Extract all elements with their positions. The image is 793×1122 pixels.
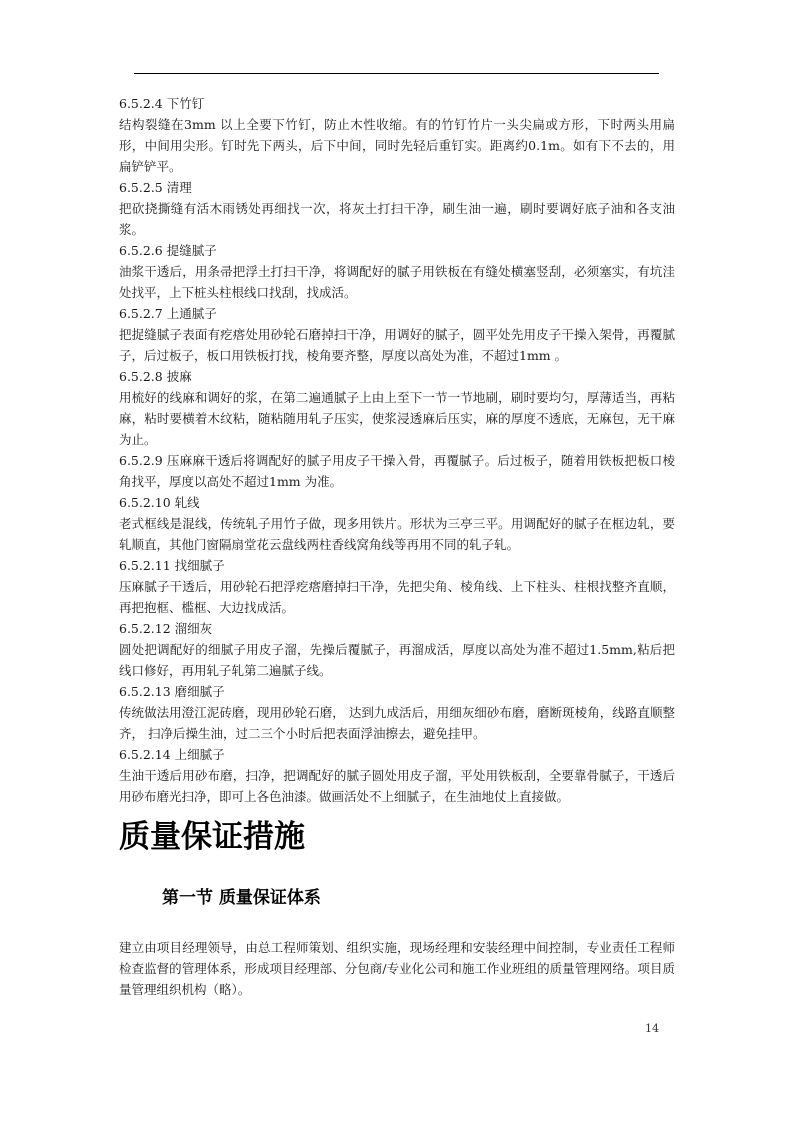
section-body-6-5-2-4: 结构裂缝在3mm 以上全要下竹钉，防止木性收缩。有的竹钉竹片一头尖扁或方形，下时两头用扁形，中间用尖形。钉时先下两头，后下中间，同时先轻后重钉实。距离约0.1m。如有下不去的，用扁铲铲平。 (119, 117, 675, 174)
section-body-6-5-2-5: 把砍挠撕缝有活木雨锈处再细找一次，将灰土打扫干净，刷生油一遍，刷时要调好底子油和各支油浆。 (119, 201, 675, 237)
section-body-6-5-2-7: 把捉缝腻子表面有疙瘩处用砂轮石磨掉扫干净，用调好的腻子，圆平处先用皮子干操入架骨，再覆腻子，后过板子，板口用铁板打找，棱角要齐整，厚度以高处为准，不超过1mm 。 (119, 327, 675, 363)
section-body-6-5-2-14: 生油干透后用砂布磨，扫净，把调配好的腻子圆处用皮子溜，平处用铁板刮，全要靠骨腻子，干透后用砂布磨光扫净，即可上各色油漆。做画活处不上细腻子，在生油地仗上直接做。 (119, 768, 675, 804)
section-heading: 第一节 质量保证体系 (162, 888, 321, 908)
section-title-6-5-2-13: 6.5.2.13 磨细腻子 (119, 684, 225, 699)
section-title-6-5-2-4: 6.5.2.4 下竹钉 (119, 96, 205, 111)
section-title-6-5-2-10: 6.5.2.10 轧线 (119, 495, 200, 510)
section-body-6-5-2-11: 压麻腻子干透后，用砂轮石把浮疙瘩磨掉扫干净，先把尖角、棱角线、上下柱头、柱根找整齐直顺，再把抱框、槛框、大边找成活。 (119, 579, 675, 615)
section-title-6-5-2-12: 6.5.2.12 溜细灰 (119, 621, 213, 636)
section-body-6-5-2-12: 圆处把调配好的细腻子用皮子溜，先操后覆腻子，再溜成活，厚度以高处为准不超过1.5mm,粘后把线口修好，再用轧子轧第二遍腻子线。 (119, 642, 675, 678)
intro-paragraph: 建立由项目经理领导，由总工程师策划、组织实施，现场经理和安装经理中间控制，专业责任工程师检查监督的管理体系，形成项目经理部、分包商/专业化公司和施工作业班组的质量管理网络。项目质量管理组织机构（略）。 (119, 940, 675, 997)
section-title-6-5-2-14: 6.5.2.14 上细腻子 (119, 747, 225, 762)
procedure-list (119, 93, 675, 807)
section-title-6-5-2-8: 6.5.2.8 披麻 (119, 369, 192, 384)
section-title-6-5-2-6: 6.5.2.6 提缝腻子 (119, 243, 217, 258)
section-title-6-5-2-7: 6.5.2.7 上通腻子 (119, 306, 217, 321)
header-rule (134, 73, 659, 74)
page-number: 14 (645, 1022, 659, 1035)
section-title-6-5-2-11: 6.5.2.11 找细腻子 (119, 558, 225, 573)
section-body-6-5-2-9: 6.5.2.9 压麻麻干透后将调配好的腻子用皮子干操入骨，再覆腻子。后过板子，随着用铁板把板口棱角找平，厚度以高处不超过1mm 为准。 (119, 453, 675, 489)
chapter-title: 质量保证措施 (119, 819, 305, 855)
section-body-6-5-2-6: 油浆干透后，用条帚把浮土打扫干净，将调配好的腻子用铁板在有缝处横塞竖刮，必须塞实，有坑洼处找平，上下桩头柱根线口找刮，找成活。 (119, 264, 675, 300)
section-body-6-5-2-13: 传统做法用澄江泥砖磨，现用砂轮石磨， 达到九成活后，用细灰细砂布磨，磨断斑棱角，线路直顺整齐， 扫净后操生油，过二三个小时后把表面浮油擦去，避免挂甲。 (119, 705, 675, 741)
section-body-6-5-2-10: 老式框线是混线，传统轧子用竹子做，现多用铁片。形状为三亭三平。用调配好的腻子在框边轧，要轧顺直，其他门窗隔扇堂花云盘线两柱香线窝角线等再用不同的轧子轧。 (119, 516, 675, 552)
section-title-6-5-2-5: 6.5.2.5 清理 (119, 180, 192, 195)
section-body-6-5-2-8: 用梳好的线麻和调好的浆，在第二遍通腻子上由上至下一节一节地刷，刷时要均匀，厚薄适当，再粘麻，粘时要横着木纹粘，随粘随用轧子压实，使浆浸透麻后压实，麻的厚度不透底，无麻包，无干麻为止。 (119, 390, 675, 447)
